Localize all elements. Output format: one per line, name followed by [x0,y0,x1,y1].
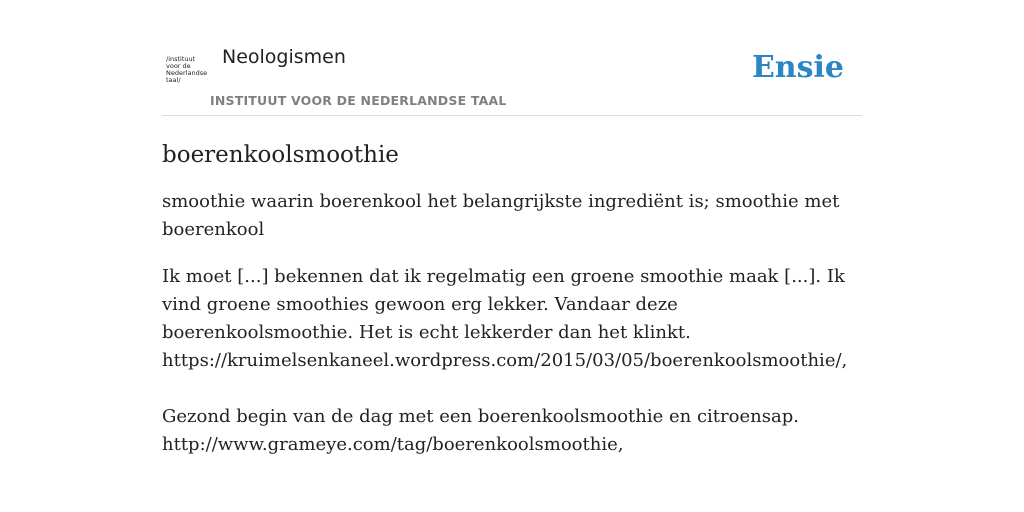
entry-content [162,138,862,459]
entry-examples [162,263,862,459]
site-title[interactable]: Neologismen [222,46,346,68]
institute-logo[interactable] [166,56,208,90]
example-source: http://www.grameye.com/tag/boerenkoolsmoothie, [162,434,624,455]
entry-term: boerenkoolsmoothie [162,142,399,168]
entry-definition: smoothie waarin boerenkool het belangrijkste ingrediënt is; smoothie met boerenkool [162,191,840,240]
example-source: https://kruimelsenkaneel.wordpress.com/2015/03/05/boerenkoolsmoothie/, [162,350,848,371]
example-spacer [162,375,862,403]
logo-line: voor de [166,62,191,70]
example-text: Ik moet [...] bekennen dat ik regelmatig een groene smoothie maak [...]. Ik vind groene smoothies gewoon erg lekker. Vandaar deze boerenkoolsmoothie. Het is echt lekkerder dan het klinkt. [162,266,845,343]
site-header [162,40,862,116]
ensie-brand-link[interactable]: Ensie [751,50,844,85]
logo-line: taal/ [166,76,181,84]
logo-line: Nederlandse [166,69,208,77]
organization-name: INSTITUUT VOOR DE NEDERLANDSE TAAL [210,93,507,108]
example-text: Gezond begin van de dag met een boerenkoolsmoothie en citroensap. [162,406,799,427]
logo-line: /instituut [166,55,196,63]
